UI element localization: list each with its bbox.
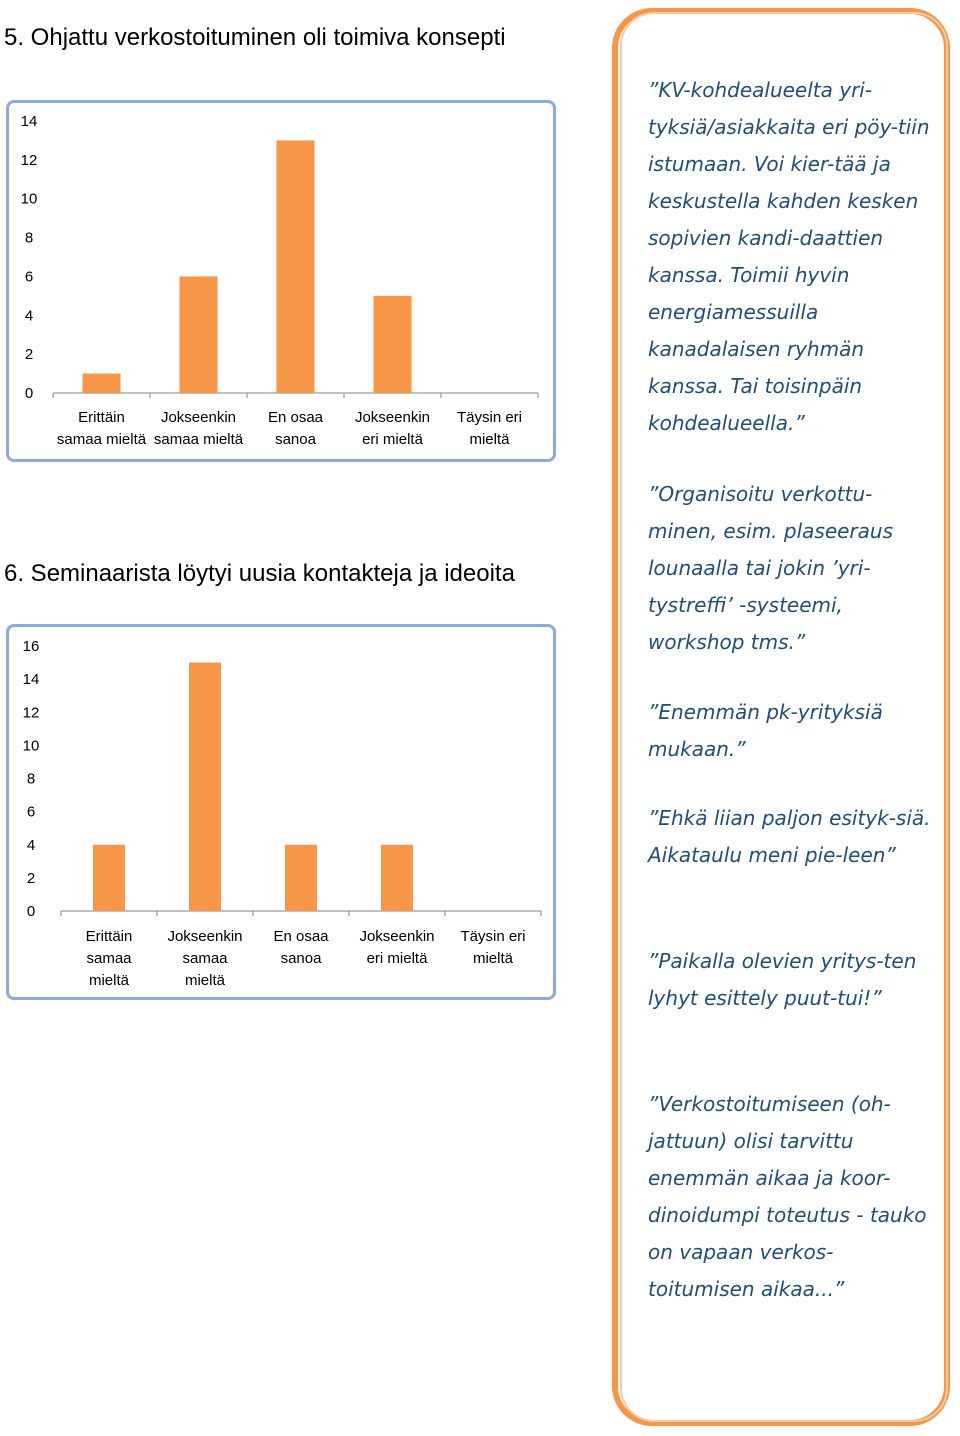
chart2-plot: [9, 627, 553, 997]
y-tick-label: 10: [20, 190, 38, 208]
quote-6: ”Verkostoitumiseen (oh-jattuun) olisi tarvittu enemmän aikaa ja koor-dinoidumpi toteutus - tauko on vapaan verkos-toitumisen aikaa...”: [648, 1092, 927, 1301]
y-tick-label: 10: [22, 737, 40, 755]
bar-3: [277, 140, 315, 393]
chart2-frame: [6, 624, 556, 1000]
y-tick-label: 6: [24, 268, 34, 286]
chart1-title: 5. Ohjattu verkostoituminen oli toimiva konsepti: [4, 24, 506, 51]
quote-1: ”KV-kohdealueelta yri-tyksiä/asiakkaita eri pöy-tiin istumaan. Voi kier-tää ja keskustella kahden kesken sopivien kandi-daattien kanssa. Toimii hyvin energiamessuilla kanadalaisen ryhmän kanssa. Tai toisinpäin kohdealueella.”: [648, 78, 930, 435]
y-tick-label: 16: [22, 638, 40, 655]
y-tick-label: 8: [26, 770, 36, 788]
bar-4: [381, 845, 413, 911]
category-label: Jokseenkin eri mieltä: [359, 928, 435, 967]
y-tick-label: 8: [24, 229, 34, 247]
y-tick-label: 6: [26, 803, 36, 821]
y-tick-label: 2: [24, 346, 34, 364]
y-tick-label: 12: [22, 704, 40, 722]
y-tick-label: 0: [24, 385, 34, 402]
y-tick-label: 14: [22, 671, 40, 689]
category-label: En osaa sanoa: [273, 928, 329, 967]
quote-4: ”Ehkä liian paljon esityk-siä. Aikataulu meni pie-leen”: [648, 806, 931, 867]
bar-2: [189, 663, 221, 911]
bar-1: [83, 374, 121, 393]
category-label: Jokseenkin eri mieltä: [354, 409, 431, 448]
y-tick-label: 2: [26, 869, 36, 887]
bar-2: [180, 276, 218, 393]
y-tick-label: 4: [26, 836, 36, 854]
y-tick-label: 12: [20, 151, 38, 169]
chart1-frame: [6, 100, 556, 462]
category-label: Jokseenkin samaa mieltä: [167, 928, 243, 989]
y-tick-label: 4: [24, 307, 34, 325]
quote-5: ”Paikalla olevien yritys-ten lyhyt esittely puut-tui!”: [648, 949, 917, 1010]
category-label: Täysin eri mieltä: [460, 928, 526, 967]
bar-1: [93, 845, 125, 911]
chart2-title: 6. Seminaarista löytyi uusia kontakteja ja ideoita: [4, 560, 515, 587]
quote-3: ”Enemmän pk-yrityksiä mukaan.”: [648, 700, 883, 761]
quote-2: ”Organisoitu verkottu-minen, esim. plaseeraus lounaalla tai jokin ’yri-tystreffi’ -systeemi, workshop tms.”: [648, 482, 893, 654]
category-label: Täysin eri mieltä: [456, 409, 523, 448]
category-label: En osaa sanoa: [267, 409, 324, 448]
bar-4: [374, 296, 412, 393]
y-tick-label: 14: [20, 113, 38, 130]
bar-3: [285, 845, 317, 911]
category-label: Erittäin samaa mieltä: [56, 409, 147, 448]
category-label: Jokseenkin samaa mieltä: [153, 409, 244, 448]
y-tick-label: 0: [26, 903, 36, 920]
chart1-plot: [9, 103, 553, 459]
category-label: Erittäin samaa mieltä: [85, 928, 133, 989]
